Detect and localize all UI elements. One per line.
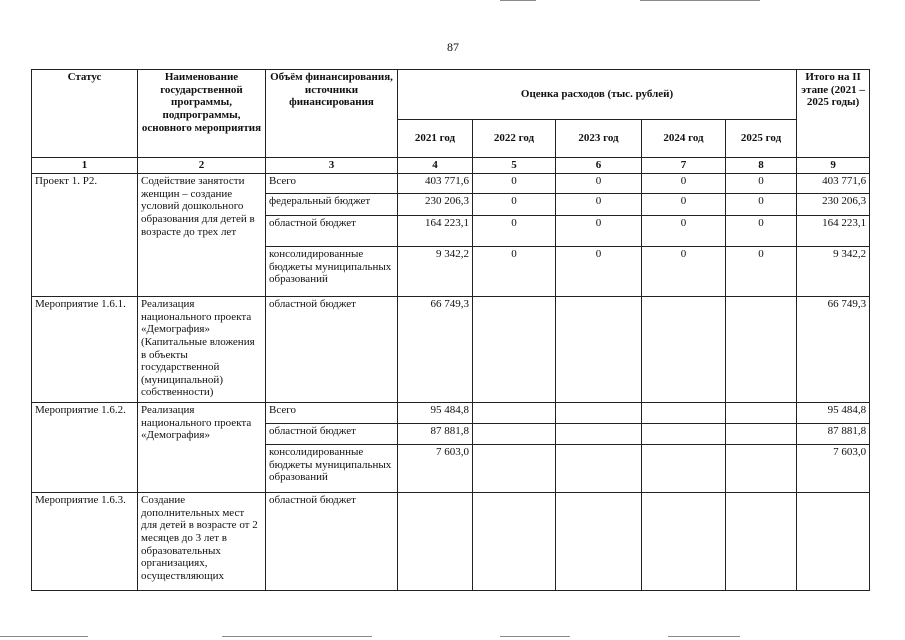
column-number: 6 [556,158,642,174]
row-name: Содействие занятости женщин – создание условий дошкольного образования для детей в возрасте до трех лет [138,174,266,297]
row-name: Реализация национального проекта «Демография» [138,403,266,493]
value-2023 [556,445,642,493]
value-2025: 0 [726,247,797,297]
header-total: Итого на II этапе (2021 – 2025 годы) [797,70,870,158]
value-2023: 0 [556,247,642,297]
financing-source: областной бюджет [266,424,398,445]
header-year: 2023 год [556,120,642,158]
column-number: 1 [32,158,138,174]
value-2023: 0 [556,174,642,194]
value-2023: 0 [556,216,642,247]
column-number: 9 [797,158,870,174]
header-year: 2022 год [473,120,556,158]
value-2023 [556,493,642,591]
value-2021: 7 603,0 [398,445,473,493]
column-number: 4 [398,158,473,174]
value-2021: 87 881,8 [398,424,473,445]
value-2025 [726,297,797,403]
financing-source: Всего [266,174,398,194]
header-year: 2025 год [726,120,797,158]
column-number: 8 [726,158,797,174]
value-total: 230 206,3 [797,194,870,216]
scan-edge-bottom [668,636,740,637]
value-2025 [726,403,797,424]
scan-edge-top [500,0,536,1]
row-status: Мероприятие 1.6.1. [32,297,138,403]
value-total: 164 223,1 [797,216,870,247]
value-total [797,493,870,591]
value-2022 [473,445,556,493]
value-2024: 0 [642,194,726,216]
value-total: 66 749,3 [797,297,870,403]
table-row [32,493,870,591]
value-2024: 0 [642,174,726,194]
financing-source: консолидированные бюджеты муниципальных образований [266,247,398,297]
value-2022: 0 [473,194,556,216]
value-2024 [642,493,726,591]
value-total: 9 342,2 [797,247,870,297]
row-name: Реализация национального проекта «Демография» (Капитальные вложения в объекты государственной (муниципальной) собственности) [138,297,266,403]
value-2021: 9 342,2 [398,247,473,297]
row-status: Мероприятие 1.6.3. [32,493,138,591]
value-2025 [726,424,797,445]
financing-table [31,69,870,591]
value-2025 [726,445,797,493]
value-2021: 403 771,6 [398,174,473,194]
financing-source: федеральный бюджет [266,194,398,216]
table-row [32,297,870,403]
value-2022: 0 [473,216,556,247]
scan-edge-bottom [222,636,372,637]
header-year: 2024 год [642,120,726,158]
value-total: 7 603,0 [797,445,870,493]
value-2023 [556,297,642,403]
value-2022: 0 [473,247,556,297]
header-status: Статус [32,70,138,158]
value-total: 403 771,6 [797,174,870,194]
value-2024 [642,297,726,403]
table-row [32,174,870,194]
column-number: 3 [266,158,398,174]
scan-edge-top [640,0,760,1]
row-name: Создание дополнительных мест для детей в возрасте от 2 месяцев до 3 лет в образовательных организациях, осуществляющих [138,493,266,591]
financing-source: областной бюджет [266,493,398,591]
value-2025: 0 [726,174,797,194]
value-2021: 66 749,3 [398,297,473,403]
value-2023 [556,424,642,445]
financing-source: областной бюджет [266,216,398,247]
scan-edge-bottom [500,636,570,637]
value-2021: 95 484,8 [398,403,473,424]
value-2024: 0 [642,216,726,247]
header-estimate: Оценка расходов (тыс. рублей) [398,70,797,120]
table-row [32,403,870,424]
value-2022 [473,403,556,424]
column-number: 7 [642,158,726,174]
value-2023: 0 [556,194,642,216]
value-2022 [473,424,556,445]
row-status: Мероприятие 1.6.2. [32,403,138,493]
value-2021: 164 223,1 [398,216,473,247]
column-number: 5 [473,158,556,174]
header-name: Наименование государственной программы, подпрограммы, основного мероприятия [138,70,266,158]
value-2022: 0 [473,174,556,194]
value-2023 [556,403,642,424]
page-number: 87 [447,40,459,54]
financing-source: Всего [266,403,398,424]
value-2024: 0 [642,247,726,297]
financing-source: областной бюджет [266,297,398,403]
header-year: 2021 год [398,120,473,158]
row-status: Проект 1. Р2. [32,174,138,297]
value-total: 95 484,8 [797,403,870,424]
header-volume: Объём финансирования, источники финансирования [266,70,398,158]
value-2025: 0 [726,216,797,247]
value-2021 [398,493,473,591]
financing-source: консолидированные бюджеты муниципальных образований [266,445,398,493]
value-2022 [473,493,556,591]
value-2025 [726,493,797,591]
value-2021: 230 206,3 [398,194,473,216]
value-2024 [642,424,726,445]
value-2022 [473,297,556,403]
value-2025: 0 [726,194,797,216]
value-2024 [642,403,726,424]
scan-edge-bottom [0,636,88,637]
value-total: 87 881,8 [797,424,870,445]
value-2024 [642,445,726,493]
column-number: 2 [138,158,266,174]
